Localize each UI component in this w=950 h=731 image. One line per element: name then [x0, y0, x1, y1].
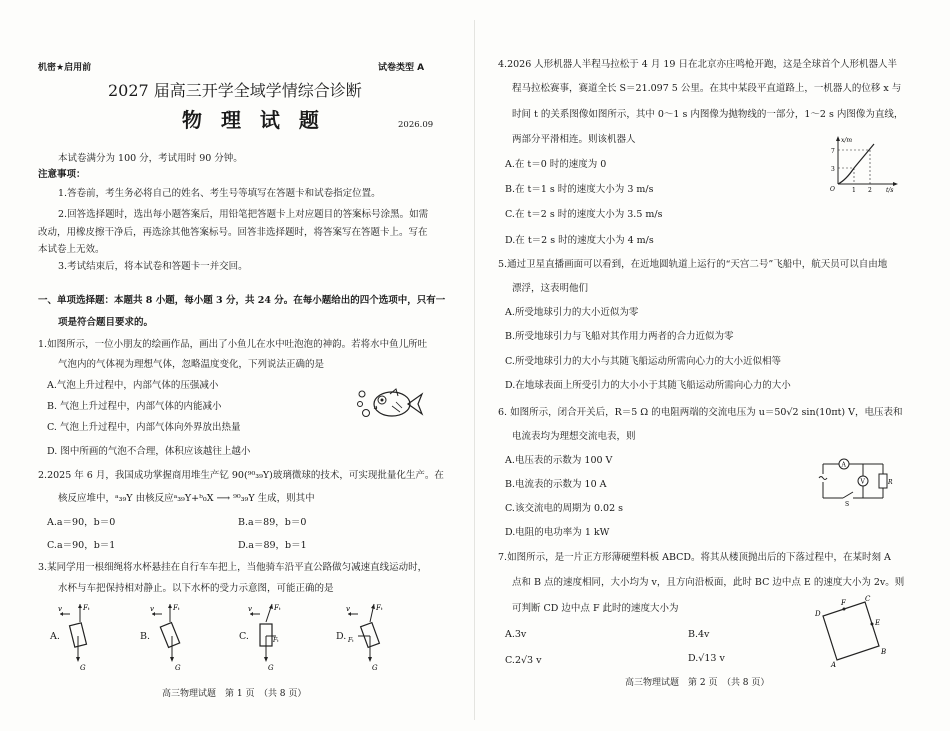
- q1-option-c: C. 气泡上升过程中，内部气体向外界放出热量: [47, 422, 241, 433]
- q3-d-g-label: G: [372, 664, 378, 672]
- section-heading-cont: 项是符合题目要求的。: [58, 317, 154, 328]
- exam-date: 2026.09: [398, 120, 434, 130]
- q7-option-b: B.4v: [688, 629, 710, 640]
- q7-label-a: A: [831, 661, 837, 668]
- note-2-cont: 改动，用橡皮擦干净后，再选涂其他答案标号。回答非选择题时，将答案写在答题卡上。写在: [38, 227, 428, 238]
- q4-graph-y7: 7: [831, 148, 835, 155]
- q4-graph-y3: 3: [831, 166, 835, 173]
- notes-title: 注意事项：: [38, 169, 86, 180]
- q2-stem-cont: 核反应堆中，ᵃ₃₉Y 由核反应ᵃ₃₉Y+ᵇ₀X ⟶ ⁹⁰₃₉Y 生成，则其中: [58, 493, 315, 504]
- q3-option-d: D.: [336, 631, 347, 642]
- q1-option-d: D. 图中所画的气泡不合理，体积应该越往上越小: [47, 446, 251, 457]
- q3-b-g-label: G: [175, 664, 181, 672]
- q4-option-a: A.在 t＝0 时的速度为 0: [505, 159, 607, 170]
- q5-option-c: C.所受地球引力的大小与其随飞船运动所需向心力的大小近似相等: [505, 356, 781, 367]
- section-heading: 一、单项选择题：本题共 8 小题，每小题 3 分，共 24 分。在每小题给出的四个选项中，只有一: [38, 295, 446, 306]
- q3-diagram-d: [344, 600, 394, 672]
- q5-option-a: A.所受地球引力的大小近似为零: [505, 307, 639, 318]
- q6-option-b: B.电流表的示数为 10 A: [505, 479, 607, 490]
- q6-option-a: A.电压表的示数为 100 V: [505, 455, 613, 466]
- q7-stem-3: 可判断 CD 边中点 F 此时的速度大小为: [512, 603, 679, 614]
- q3-d-ft-label: Fₜ: [376, 604, 383, 612]
- q4-stem-4: 两部分平滑相连。则该机器人: [512, 134, 636, 145]
- paper-type: 试卷类型 A: [378, 63, 425, 73]
- q2-stem: 2.2025 年 6 月，我国成功掌握商用堆生产钇 90(⁹⁰₃₉Y)玻璃微球的技术，可实现批量化生产。在: [38, 470, 444, 481]
- q3-diagram-b: [148, 600, 198, 672]
- note-2: 2.回答选择题时，选出每小题答案后，用铅笔把答题卡上对应题目的答案标号涂黑。如需: [58, 209, 429, 220]
- q7-label-f: F: [841, 599, 846, 607]
- q3-c-ft-label: Fₜ: [274, 604, 281, 612]
- q3-diagram-a: [56, 600, 106, 672]
- q7-label-c: C: [865, 595, 871, 603]
- q4-graph-ylabel: x/m: [841, 137, 853, 144]
- q2-option-c: C.a＝90，b＝1: [47, 540, 116, 551]
- q1-option-b: B. 气泡上升过程中，内部气体的内能减小: [47, 401, 222, 412]
- note-3: 3.考试结束后，将本试卷和答题卡一并交回。: [58, 261, 248, 272]
- fish-drawing: [352, 384, 428, 422]
- q7-option-d: D.√13 v: [688, 653, 725, 664]
- q6-circuit-diagram: [813, 456, 893, 506]
- q6-option-c: C.该交流电的周期为 0.02 s: [505, 503, 624, 514]
- q3-a-g-label: G: [80, 664, 86, 672]
- q3-option-a: A.: [50, 631, 60, 642]
- q3-b-ft-label: Fₜ: [173, 604, 180, 612]
- q4-option-d: D.在 t＝2 s 时的速度大小为 4 m/s: [505, 235, 654, 246]
- note-2-end: 本试卷上无效。: [38, 244, 105, 255]
- q2-option-a: A.a＝90，b＝0: [47, 517, 116, 528]
- q3-stem: 3.某同学用一根细绳将水杯悬挂在自行车车把上，当他骑车沿平直公路做匀减速直线运动时，: [38, 562, 428, 573]
- page-2: [475, 0, 950, 731]
- footer-page-1: 高三物理试题 第 1 页 （共 8 页）: [162, 689, 307, 699]
- q4-xt-graph: [822, 134, 902, 194]
- q4-graph-xlabel: t/s: [886, 187, 894, 194]
- q1-stem-cont: 气泡内的气体视为理想气体，忽略温度变化，下列说法正确的是: [58, 359, 325, 370]
- q5-option-d: D.在地球表面上所受引力的大小小于其随飞船运动所需向心力的大小: [505, 380, 791, 391]
- q5-option-b: B.所受地球引力与飞船对其作用力两者的合力近似为零: [505, 331, 734, 342]
- q3-d-f-label: Fₜ: [348, 637, 354, 644]
- q3-a-v-label: v: [58, 605, 62, 613]
- q4-graph-x2: 2: [868, 187, 872, 194]
- q1-option-a: A.气泡上升过程中，内部气体的压强减小: [47, 380, 219, 391]
- q4-stem: 4.2026 人形机器人半程马拉松于 4 月 19 日在北京亦庄鸣枪开跑，这是全球首个人形机器人半: [498, 59, 897, 70]
- q4-graph-origin: O: [830, 186, 835, 193]
- q7-square-plate: [815, 594, 887, 668]
- footer-page-2: 高三物理试题 第 2 页 （共 8 页）: [625, 678, 770, 688]
- q6-voltmeter-label: V: [860, 478, 865, 486]
- score-line: 本试卷满分为 100 分，考试用时 90 分钟。: [58, 153, 243, 164]
- q6-resistor-label: R: [888, 479, 893, 486]
- q7-option-a: A.3v: [505, 629, 527, 640]
- q6-switch-label: S: [845, 501, 850, 506]
- q4-graph-x1: 1: [852, 187, 856, 194]
- q4-option-b: B.在 t＝1 s 时的速度大小为 3 m/s: [505, 184, 654, 195]
- q3-option-b: B.: [140, 631, 151, 642]
- q3-stem-cont: 水杯与车把保持相对静止。以下水杯的受力示意图，可能正确的是: [58, 583, 334, 594]
- q5-stem-2: 漂浮，这表明他们: [512, 283, 589, 294]
- q7-option-c: C.2√3 v: [505, 655, 542, 666]
- q7-label-d: D: [815, 610, 821, 618]
- q7-label-e: E: [875, 619, 881, 627]
- q3-option-c: C.: [239, 631, 249, 642]
- q6-stem-2: 电流表均为理想交流电表，则: [512, 431, 636, 442]
- q3-a-ft-label: Fₜ: [83, 604, 90, 612]
- q3-c-v-label: v: [248, 605, 252, 613]
- q3-d-v-label: v: [346, 605, 350, 613]
- q6-stem: 6. 如图所示，闭合开关后，R＝5 Ω 的电阻两端的交流电压为 u＝50√2 sin(10πt) V，电压表和: [498, 407, 903, 418]
- q7-stem: 7.如图所示，是一片正方形薄硬塑料板 ABCD。将其从楼顶抛出后的下落过程中，在某时刻 A: [498, 552, 891, 563]
- note-1: 1.答卷前，考生务必将自己的姓名、考生号等填写在答题卡和试卷指定位置。: [58, 188, 381, 199]
- q6-option-d: D.电阻的电功率为 1 kW: [505, 527, 610, 538]
- q2-option-d: D.a＝89，b＝1: [238, 540, 307, 551]
- q3-diagram-c: [246, 600, 296, 672]
- exam-title: 2027 届高三开学全域学情综合诊断: [108, 81, 362, 100]
- q7-label-b: B: [881, 648, 887, 656]
- q4-stem-2: 程马拉松赛事，赛道全长 S＝21.097 5 公里。在其中某段平直道路上，一机器人的位移 x 与: [512, 83, 902, 94]
- q3-c-g-label: G: [268, 664, 274, 672]
- q1-stem: 1.如图所示，一位小朋友的绘画作品，画出了小鱼儿在水中吐泡泡的神韵。若将水中鱼儿所吐: [38, 339, 428, 350]
- q4-stem-3: 时间 t 的关系图像如图所示，其中 0～1 s 内图像为抛物线的一部分，1～2 s 内图像为直线，: [512, 109, 904, 120]
- q3-c-f-label: Fₜ: [273, 637, 279, 644]
- q5-stem: 5.通过卫星直播画面可以看到，在近地圆轨道上运行的“天宫二号”飞船中，航天员可以自由地: [498, 259, 888, 270]
- q7-stem-2: 点和 B 点的速度相同，大小均为 v，且方向沿板面，此时 BC 边中点 E 的速度大小为 2v。则: [512, 577, 905, 588]
- secret-label: 机密★启用前: [38, 63, 92, 73]
- subject-title: 物 理 试 题: [182, 108, 325, 132]
- q6-ammeter-label: A: [841, 461, 846, 469]
- q2-option-b: B.a＝89，b＝0: [238, 517, 307, 528]
- q4-option-c: C.在 t＝2 s 时的速度大小为 3.5 m/s: [505, 209, 663, 220]
- q3-b-v-label: v: [150, 605, 154, 613]
